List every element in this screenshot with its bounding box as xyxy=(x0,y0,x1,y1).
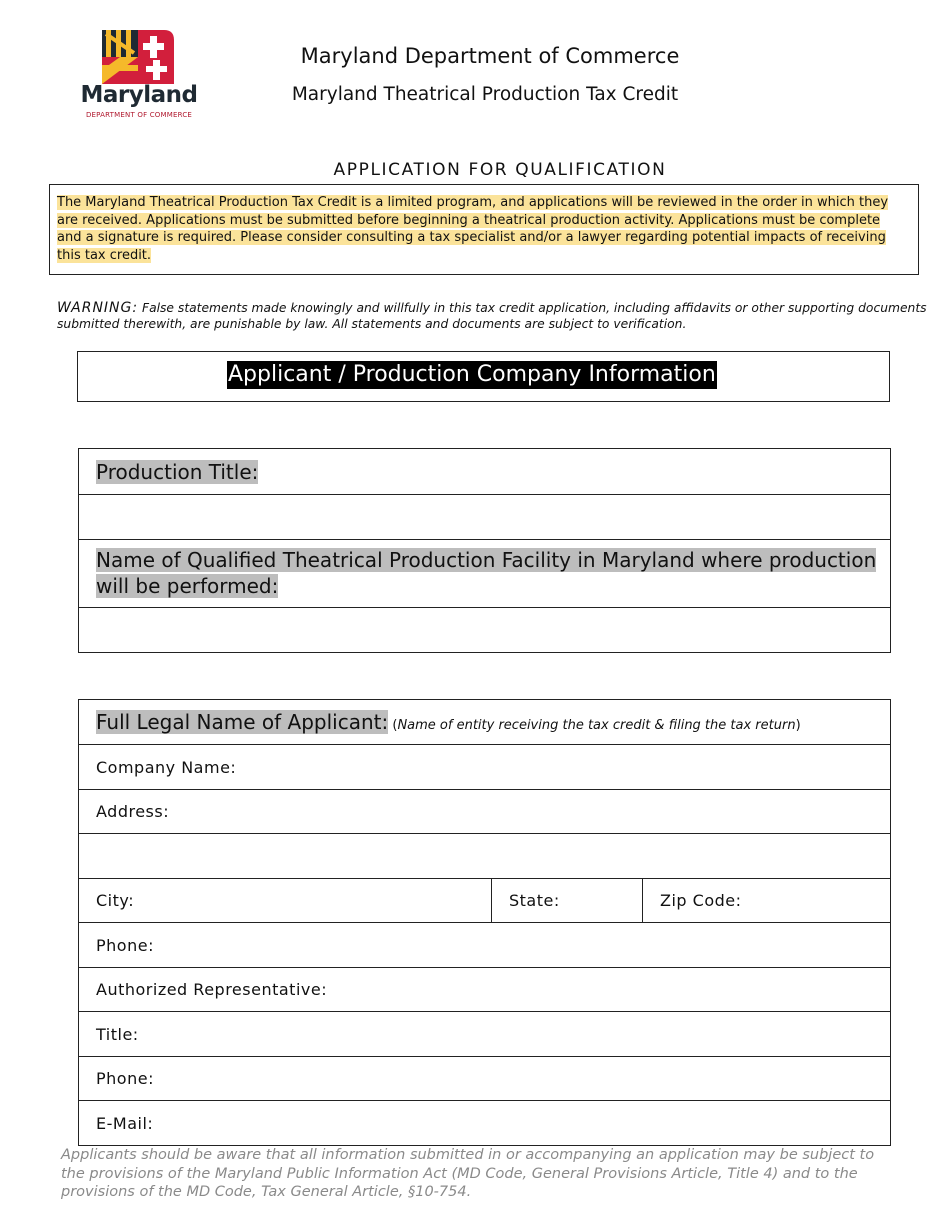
production-title-field[interactable] xyxy=(79,495,891,540)
production-table xyxy=(78,448,891,653)
applicant-note-close: ) xyxy=(795,718,801,733)
production-title-label-cell xyxy=(79,449,891,495)
applicant-note: Name of entity receiving the tax credit & filing the tax return xyxy=(397,718,796,733)
phone-label: Phone: xyxy=(96,935,154,955)
facility-field[interactable] xyxy=(79,608,891,653)
email-label: E-Mail: xyxy=(96,1113,154,1133)
maryland-commerce-logo xyxy=(78,30,200,122)
notice-box xyxy=(49,184,919,275)
warning-text: False statements made knowingly and willfully in this tax credit application, including affidavits or other supporting documents submitted therewith, are punishable by law. All statements and documents are subject to verification. xyxy=(57,301,927,331)
city-label: City: xyxy=(96,891,135,910)
facility-label-cell xyxy=(79,540,891,608)
facility-label: Name of Qualified Theatrical Production Facility in Maryland where production will be performed: xyxy=(96,547,877,598)
company-name-label: Company Name: xyxy=(96,757,237,777)
production-title-label: Production Title: xyxy=(96,459,259,484)
company-name-field[interactable] xyxy=(79,745,891,790)
rep-title-field[interactable] xyxy=(79,1012,891,1057)
program-name: Maryland Theatrical Production Tax Credit xyxy=(291,84,679,105)
section-title: Applicant / Production Company Information xyxy=(228,362,716,387)
authorized-rep-field[interactable] xyxy=(79,968,891,1012)
section-header xyxy=(77,351,890,402)
address-label: Address: xyxy=(96,802,170,821)
warning-statement xyxy=(57,300,927,332)
applicant-heading: Full Legal Name of Applicant: xyxy=(96,710,389,734)
form-title: APPLICATION FOR QUALIFICATION xyxy=(333,160,667,180)
address-line2-field[interactable] xyxy=(79,834,891,879)
warning-label: WARNING: xyxy=(57,300,139,316)
applicant-note-open: ( xyxy=(388,718,398,733)
email-field[interactable] xyxy=(79,1101,891,1146)
maryland-flag-icon xyxy=(102,30,174,84)
public-information-notice: Applicants should be aware that all information submitted in or accompanying an application may be subject to the provisions of the Maryland Public Information Act (MD Code, General Provisions Article, Title 4) and to the provisions of the MD Code, Tax General Article, §10-754. xyxy=(61,1147,875,1200)
zip-field[interactable] xyxy=(643,879,891,923)
phone-field[interactable] xyxy=(79,923,891,968)
state-label: State: xyxy=(509,891,560,910)
notice-text: The Maryland Theatrical Production Tax Credit is a limited program, and applications will be reviewed in the order in which they are received. Applications must be submitted before beginning a theatrical production activity. Applications must be complete and a signature is required. Please consider consulting a tax specialist and/or a lawyer regarding potential impacts of receiving this tax credit. xyxy=(57,195,889,263)
rep-phone-field[interactable] xyxy=(79,1057,891,1101)
rep-title-label: Title: xyxy=(96,1024,139,1044)
rep-phone-label: Phone: xyxy=(96,1069,154,1088)
state-field[interactable] xyxy=(492,879,643,923)
authorized-rep-label: Authorized Representative: xyxy=(96,980,328,999)
department-name: Maryland Department of Commerce xyxy=(300,44,680,68)
city-field[interactable] xyxy=(79,879,492,923)
applicant-heading-cell xyxy=(79,700,891,745)
logo-wordmark: Maryland xyxy=(80,82,198,108)
address-field[interactable] xyxy=(79,790,891,834)
zip-label: Zip Code: xyxy=(660,891,742,910)
logo-subtitle: DEPARTMENT OF COMMERCE xyxy=(85,111,193,119)
applicant-table xyxy=(78,699,891,1146)
